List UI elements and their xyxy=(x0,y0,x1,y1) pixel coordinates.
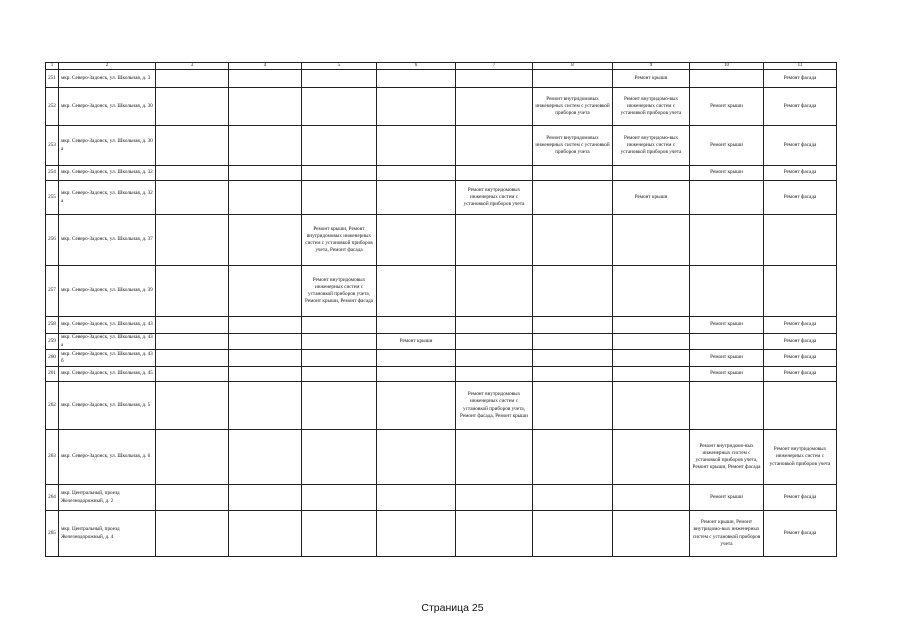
row-number-cell: 264 xyxy=(46,485,59,511)
work-type-cell xyxy=(613,166,690,181)
work-type-cell xyxy=(302,181,377,215)
work-type-cell xyxy=(533,485,613,511)
table-row xyxy=(46,181,837,215)
work-type-cell: Ремонт внутридомовых инженерных систем с установкой приборов учета, Ремонт фасада, Ремонт крыши xyxy=(456,382,533,430)
work-type-cell xyxy=(456,511,533,557)
row-number-cell: 254 xyxy=(46,166,59,181)
work-type-cell xyxy=(533,511,613,557)
work-type-cell xyxy=(533,382,613,430)
work-type-cell: Ремонт фасада xyxy=(764,367,837,382)
work-type-cell: Ремонт внутридомовых инженерных систем с установкой приборов учета xyxy=(533,88,613,126)
work-type-cell: Ремонт крыши xyxy=(690,350,764,367)
work-type-cell xyxy=(156,126,229,166)
work-type-cell: Ремонт фасада xyxy=(764,317,837,334)
table-row xyxy=(46,166,837,181)
row-number-cell: 255 xyxy=(46,181,59,215)
table-row xyxy=(46,126,837,166)
column-number-cell: 6 xyxy=(377,63,456,70)
work-type-cell: Ремонт фасада xyxy=(764,511,837,557)
work-type-cell xyxy=(229,70,302,88)
table-row xyxy=(46,215,837,266)
work-type-cell xyxy=(456,317,533,334)
work-type-cell xyxy=(377,88,456,126)
table-row xyxy=(46,485,837,511)
work-type-cell xyxy=(302,485,377,511)
work-type-cell xyxy=(229,485,302,511)
work-type-cell xyxy=(377,367,456,382)
column-number-cell: 7 xyxy=(456,63,533,70)
work-type-cell: Ремонт фасада xyxy=(764,350,837,367)
row-number-cell: 258 xyxy=(46,317,59,334)
table-row xyxy=(46,266,837,317)
table-row xyxy=(46,511,837,557)
address-cell: мкр. Северо-Задонск, ул. Школьная, д. 3 xyxy=(59,70,156,88)
work-type-cell xyxy=(533,266,613,317)
work-type-cell xyxy=(229,266,302,317)
table-row xyxy=(46,334,837,350)
column-number-cell: 9 xyxy=(613,63,690,70)
address-cell: мкр. Северо-Задонск, ул. Школьная, д. 43 б xyxy=(59,350,156,367)
column-number-cell: 1 xyxy=(46,63,59,70)
work-type-cell xyxy=(156,511,229,557)
work-type-cell: Ремонт внутридомо-вых инженерных систем с установкой приборов учета xyxy=(613,126,690,166)
work-type-cell xyxy=(229,350,302,367)
work-type-cell xyxy=(302,334,377,350)
work-type-cell xyxy=(690,266,764,317)
row-number-cell: 259 xyxy=(46,334,59,350)
work-type-cell xyxy=(377,70,456,88)
work-type-cell xyxy=(764,215,837,266)
work-type-cell xyxy=(302,88,377,126)
address-cell: мкр. Северо-Задонск, ул. Школьная, д. 5 xyxy=(59,382,156,430)
work-type-cell xyxy=(229,511,302,557)
work-type-cell: Ремонт крыши xyxy=(690,166,764,181)
work-type-cell xyxy=(764,382,837,430)
work-type-cell xyxy=(377,215,456,266)
work-type-cell xyxy=(229,430,302,485)
column-number-cell: 11 xyxy=(764,63,837,70)
work-type-cell xyxy=(377,511,456,557)
work-type-cell xyxy=(613,350,690,367)
column-number-row xyxy=(46,63,837,70)
work-type-cell: Ремонт крыши xyxy=(377,334,456,350)
work-type-cell xyxy=(533,317,613,334)
work-type-cell xyxy=(613,266,690,317)
work-type-cell xyxy=(377,266,456,317)
work-type-cell xyxy=(377,181,456,215)
work-type-cell xyxy=(302,511,377,557)
work-type-cell: Ремонт внутридомовых инженерных систем с установкой приборов учета xyxy=(533,126,613,166)
work-type-cell xyxy=(156,317,229,334)
work-type-cell xyxy=(156,367,229,382)
work-type-cell xyxy=(156,88,229,126)
table-row xyxy=(46,317,837,334)
work-type-cell xyxy=(456,166,533,181)
work-type-cell: Ремонт крыши, Ремонт внутридомо-вых инженерных систем с установкой приборов учета xyxy=(690,511,764,557)
repair-schedule-table xyxy=(45,62,837,557)
page-number: Страница 25 xyxy=(421,602,484,614)
work-type-cell xyxy=(533,367,613,382)
work-type-cell: Ремонт фасада xyxy=(764,88,837,126)
column-number-cell: 5 xyxy=(302,63,377,70)
work-type-cell xyxy=(229,317,302,334)
work-type-cell xyxy=(613,334,690,350)
work-type-cell: Ремонт крыши xyxy=(690,367,764,382)
work-type-cell xyxy=(456,126,533,166)
work-type-cell xyxy=(302,430,377,485)
work-type-cell xyxy=(456,266,533,317)
work-type-cell: Ремонт внутридомовых инженерных систем с установкой приборов учета xyxy=(764,430,837,485)
work-type-cell xyxy=(229,88,302,126)
work-type-cell xyxy=(302,126,377,166)
work-type-cell: Ремонт крыши xyxy=(613,70,690,88)
table-row xyxy=(46,430,837,485)
work-type-cell xyxy=(690,215,764,266)
work-type-cell: Ремонт крыши xyxy=(690,317,764,334)
work-type-cell xyxy=(377,166,456,181)
address-cell: мкр. Северо-Задонск, ул. Школьная, д. 45 xyxy=(59,367,156,382)
row-number-cell: 257 xyxy=(46,266,59,317)
row-number-cell: 252 xyxy=(46,88,59,126)
work-type-cell xyxy=(613,382,690,430)
work-type-cell xyxy=(229,334,302,350)
address-cell: мкр. Центральный, проезд Железнодорожный, д. 2 xyxy=(59,485,156,511)
address-cell: мкр. Центральный, проезд Железнодорожный, д. 4 xyxy=(59,511,156,557)
row-number-cell: 263 xyxy=(46,430,59,485)
work-type-cell: Ремонт внутридомо-вых инженерных систем с установкой приборов учета, Ремонт крыши, Ремонт фасада xyxy=(690,430,764,485)
work-type-cell xyxy=(229,367,302,382)
work-type-cell xyxy=(229,181,302,215)
work-type-cell xyxy=(302,367,377,382)
work-type-cell xyxy=(613,485,690,511)
work-type-cell xyxy=(613,367,690,382)
column-number-cell: 10 xyxy=(690,63,764,70)
table-row xyxy=(46,382,837,430)
work-type-cell xyxy=(533,334,613,350)
work-type-cell xyxy=(156,430,229,485)
work-type-cell xyxy=(156,350,229,367)
table-row xyxy=(46,350,837,367)
work-type-cell xyxy=(377,350,456,367)
work-type-cell: Ремонт крыши xyxy=(690,485,764,511)
address-cell: мкр. Северо-Задонск, ул. Школьная, д. 43 а xyxy=(59,334,156,350)
address-cell: мкр. Северо-Задонск, ул. Школьная, д. 43 xyxy=(59,317,156,334)
work-type-cell xyxy=(613,317,690,334)
work-type-cell: Ремонт фасада xyxy=(764,166,837,181)
row-number-cell: 260 xyxy=(46,350,59,367)
work-type-cell xyxy=(229,382,302,430)
work-type-cell xyxy=(156,334,229,350)
work-type-cell: Ремонт крыши xyxy=(690,88,764,126)
work-type-cell: Ремонт фасада xyxy=(764,126,837,166)
work-type-cell: Ремонт фасада xyxy=(764,70,837,88)
address-cell: мкр. Северо-Задонск, ул. Школьная, д. 37 xyxy=(59,215,156,266)
work-type-cell xyxy=(229,215,302,266)
work-type-cell xyxy=(456,70,533,88)
work-type-cell xyxy=(690,334,764,350)
work-type-cell xyxy=(377,485,456,511)
work-type-cell xyxy=(533,215,613,266)
work-type-cell xyxy=(533,350,613,367)
work-type-cell xyxy=(302,317,377,334)
work-type-cell xyxy=(533,430,613,485)
table-row xyxy=(46,88,837,126)
work-type-cell xyxy=(156,485,229,511)
row-number-cell: 256 xyxy=(46,215,59,266)
work-type-cell: Ремонт фасада xyxy=(764,181,837,215)
work-type-cell xyxy=(613,430,690,485)
work-type-cell xyxy=(690,181,764,215)
work-type-cell xyxy=(302,350,377,367)
work-type-cell xyxy=(690,382,764,430)
work-type-cell xyxy=(613,511,690,557)
table-row xyxy=(46,70,837,88)
row-number-cell: 265 xyxy=(46,511,59,557)
work-type-cell: Ремонт внутридомовых инженерных систем с установкой приборов учета, Ремонт крыши, Ремонт фасада xyxy=(302,266,377,317)
work-type-cell xyxy=(156,266,229,317)
work-type-cell: Ремонт крыши xyxy=(690,126,764,166)
work-type-cell xyxy=(613,215,690,266)
address-cell: мкр. Северо-Задонск, ул. Школьная, д. 30 xyxy=(59,88,156,126)
work-type-cell xyxy=(156,181,229,215)
work-type-cell xyxy=(456,334,533,350)
work-type-cell xyxy=(456,88,533,126)
column-number-cell: 8 xyxy=(533,63,613,70)
row-number-cell: 253 xyxy=(46,126,59,166)
work-type-cell xyxy=(764,266,837,317)
work-type-cell xyxy=(377,126,456,166)
work-type-cell xyxy=(456,485,533,511)
work-type-cell xyxy=(156,70,229,88)
address-cell: мкр. Северо-Задонск, ул. Школьная, д. 32 а xyxy=(59,181,156,215)
work-type-cell xyxy=(229,126,302,166)
work-type-cell: Ремонт фасада xyxy=(764,485,837,511)
work-type-cell xyxy=(533,70,613,88)
column-number-cell: 4 xyxy=(229,63,302,70)
work-type-cell: Ремонт крыши xyxy=(613,181,690,215)
address-cell: мкр. Северо-Задонск, ул. Школьная, д. 32 xyxy=(59,166,156,181)
work-type-cell xyxy=(377,430,456,485)
row-number-cell: 251 xyxy=(46,70,59,88)
work-type-cell xyxy=(377,382,456,430)
work-type-cell: Ремонт крыши, Ремонт внутридомовых инженерных систем с установкой приборов учета, Ремонт фасада xyxy=(302,215,377,266)
row-number-cell: 261 xyxy=(46,367,59,382)
column-number-cell: 3 xyxy=(156,63,229,70)
table-row xyxy=(46,367,837,382)
work-type-cell xyxy=(302,382,377,430)
work-type-cell xyxy=(156,382,229,430)
work-type-cell xyxy=(377,317,456,334)
work-type-cell xyxy=(533,166,613,181)
work-type-cell xyxy=(229,166,302,181)
work-type-cell xyxy=(302,70,377,88)
work-type-cell xyxy=(456,215,533,266)
column-number-cell: 2 xyxy=(59,63,156,70)
work-type-cell xyxy=(690,70,764,88)
work-type-cell: Ремонт внутридомо-вых инженерных систем с установкой приборов учета xyxy=(613,88,690,126)
address-cell: мкр. Северо-Задонск, ул. Школьная, д. 30 а xyxy=(59,126,156,166)
work-type-cell: Ремонт внутридомовых инженерных систем с установкой приборов учета xyxy=(456,181,533,215)
work-type-cell xyxy=(456,367,533,382)
work-type-cell xyxy=(456,430,533,485)
work-type-cell xyxy=(302,166,377,181)
work-type-cell xyxy=(533,181,613,215)
work-type-cell xyxy=(156,166,229,181)
address-cell: мкр. Северо-Задонск, ул. Школьная, д. 39 xyxy=(59,266,156,317)
table-body xyxy=(46,70,837,557)
work-type-cell xyxy=(156,215,229,266)
address-cell: мкр. Северо-Задонск, ул. Школьная, д. 6 xyxy=(59,430,156,485)
work-type-cell xyxy=(456,350,533,367)
work-type-cell: Ремонт фасада xyxy=(764,334,837,350)
row-number-cell: 262 xyxy=(46,382,59,430)
